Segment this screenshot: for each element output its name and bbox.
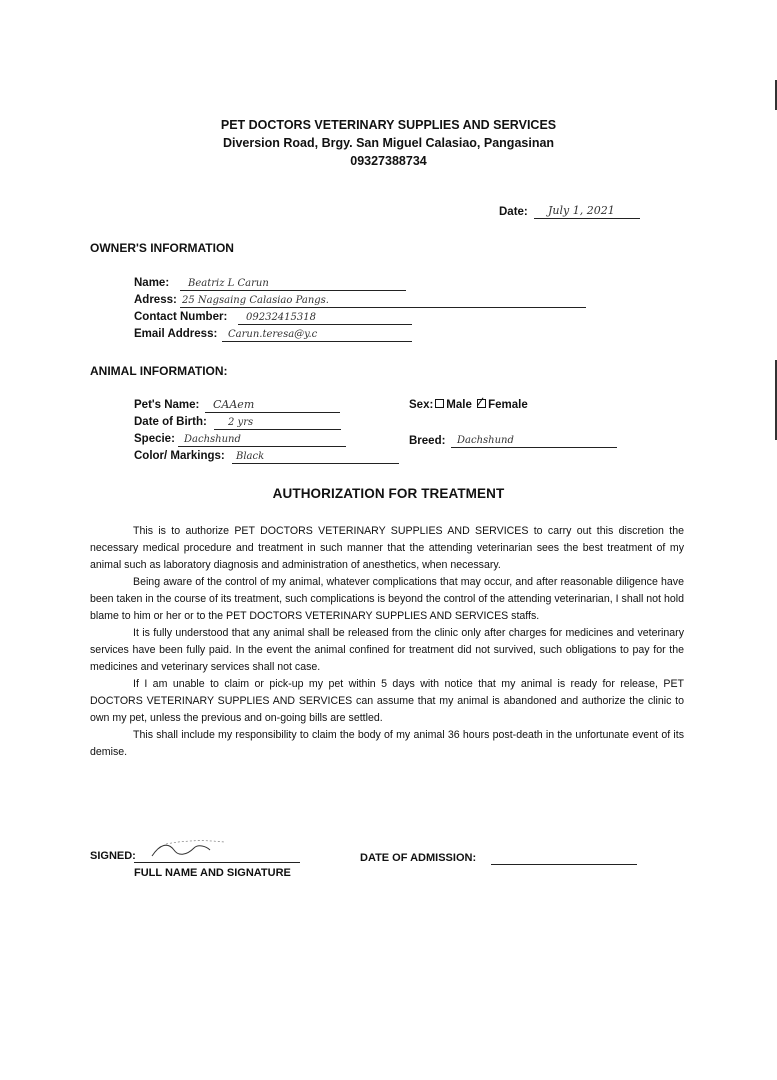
specie-field[interactable] — [178, 432, 346, 447]
sex-label: Sex: — [409, 399, 434, 411]
dob-field[interactable] — [214, 415, 341, 430]
female-label: Female — [488, 399, 528, 411]
authorization-paragraph: Being aware of the control of my animal, whatever complications that may occur, and after reasonable diligence have been taken in the course of its treatment, such complications is beyond the control of the attending veterinarian, I shall not hold blame to him or her or to the PET DOCTORS VETERINARY SUPPLIES AND SERVICES staffs. — [90, 576, 684, 622]
owner-email-field[interactable] — [222, 327, 412, 342]
owner-heading: OWNER'S INFORMATION — [90, 241, 234, 255]
admission-label: DATE OF ADMISSION: — [360, 852, 477, 864]
color-value: Black — [236, 451, 265, 462]
specie-label: Specie: — [134, 433, 175, 445]
color-field[interactable] — [232, 449, 399, 464]
date-label: Date: — [499, 206, 528, 218]
pet-name-field[interactable] — [205, 398, 340, 413]
company-address: Diversion Road, Brgy. San Miguel Calasiao, Pangasinan — [222, 136, 555, 150]
owner-address-value: 25 Nagsaing Calasiao Pangs. — [182, 295, 329, 306]
owner-name-label: Name: — [134, 277, 170, 289]
date-value: July 1, 2021 — [548, 204, 615, 217]
authorization-paragraph: If I am unable to claim or pick-up my pet within 5 days with notice that my animal is ready for release, PET DOCTORS VETERINARY SUPPLIES AND SERVICES can assume that my animal is abandoned and authorize the clinic to own my pet, unless the previous and on-going bills are settled. — [90, 678, 684, 724]
pet-name-value: CAAem — [213, 398, 255, 411]
owner-name-value: Beatriz L Carun — [188, 278, 269, 289]
company-phone: 09327388734 — [350, 154, 427, 168]
owner-address-field[interactable] — [180, 293, 586, 308]
owner-address-label: Adress: — [134, 294, 177, 306]
owner-contact-field[interactable] — [238, 310, 412, 325]
owner-name-field[interactable] — [180, 276, 406, 291]
breed-label: Breed: — [409, 435, 446, 447]
signed-label: SIGNED: — [90, 850, 136, 862]
male-label: Male — [446, 399, 472, 411]
pet-name-label: Pet's Name: — [134, 399, 200, 411]
female-checkbox[interactable] — [477, 399, 486, 408]
color-label: Color/ Markings: — [134, 450, 225, 462]
animal-heading: ANIMAL INFORMATION: — [90, 364, 228, 378]
male-checkbox[interactable] — [435, 399, 444, 408]
owner-email-value: Carun.teresa@y.c — [228, 329, 318, 340]
dob-label: Date of Birth: — [134, 416, 207, 428]
authorization-paragraph: This shall include my responsibility to claim the body of my animal 36 hours post-death in the unfortunate event of its demise. — [90, 729, 684, 758]
date-field[interactable] — [534, 204, 640, 219]
authorization-paragraph: This is to authorize PET DOCTORS VETERINARY SUPPLIES AND SERVICES to carry out this discretion the necessary medical procedure and treatment in such manner that the attending veterinarian sees the best treatment of my animal such as laboratory diagnosis and administration of anesthetics, when necessary. — [90, 525, 684, 571]
breed-field[interactable] — [451, 433, 617, 448]
company-name: PET DOCTORS VETERINARY SUPPLIES AND SERVICES — [220, 118, 557, 132]
signature-caption: FULL NAME AND SIGNATURE — [134, 867, 291, 879]
sex-field — [409, 399, 528, 411]
breed-value: Dachshund — [457, 435, 514, 446]
owner-contact-label: Contact Number: — [134, 311, 228, 323]
signature-field[interactable] — [134, 848, 300, 863]
owner-email-label: Email Address: — [134, 328, 218, 340]
authorization-title: AUTHORIZATION FOR TREATMENT — [272, 486, 505, 501]
signature-mark — [146, 838, 226, 864]
dob-value: 2 yrs — [228, 417, 254, 428]
authorization-body — [0, 523, 777, 761]
specie-value: Dachshund — [184, 434, 241, 445]
admission-field[interactable] — [491, 850, 637, 865]
authorization-paragraph: It is fully understood that any animal shall be released from the clinic only after charges for medicines and veterinary services have been fully paid. In the event the animal confined for treatment did not survived, such obligations to pay for the medicines and veterinary services shall not case. — [90, 627, 684, 673]
owner-contact-value: 09232415318 — [246, 312, 316, 323]
